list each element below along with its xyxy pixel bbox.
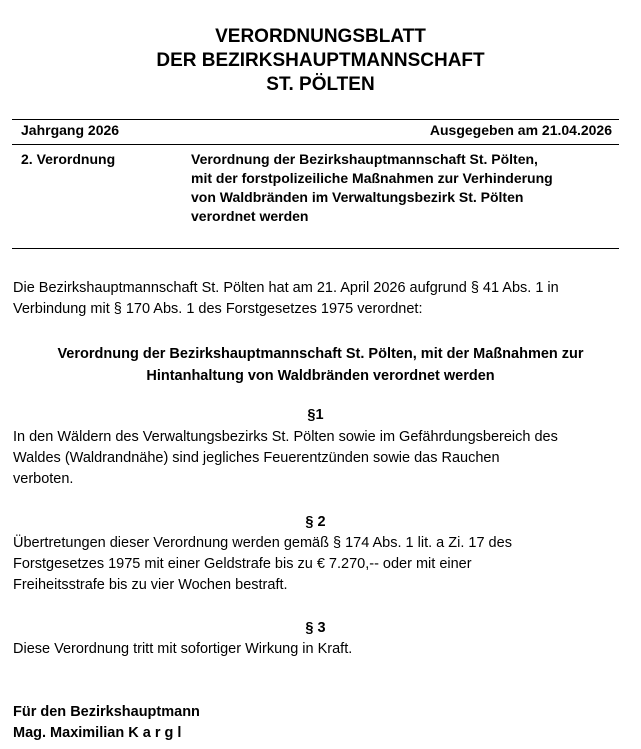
intro-line: Verbindung mit § 170 Abs. 1 des Forstgesetzes 1975 verordnet: [13, 301, 423, 317]
section-2-text [13, 533, 625, 596]
intro-line: Die Bezirkshauptmannschaft St. Pölten hat am 21. April 2026 aufgrund § 41 Abs. 1 in [13, 280, 559, 296]
jahrgang-label: Jahrgang 2026 [21, 122, 120, 138]
ordinance-title [191, 150, 611, 226]
divider-bottom [12, 248, 619, 249]
main-heading-line: Hintanhaltung von Waldbränden verordnet werden [146, 368, 495, 384]
masthead-line-1: VERORDNUNGSBLATT [215, 26, 426, 47]
issue-date-label: Ausgegeben am 21.04.2026 [429, 122, 612, 138]
signature-line-2: Mag. Maximilian K a r g l [13, 725, 182, 741]
section-3-text [13, 639, 625, 660]
ordinance-title-line: von Waldbränden im Verwaltungsbezirk St. Pölten [191, 189, 524, 205]
section-1-line: Waldes (Waldrandnähe) sind jegliches Feuerentzünden sowie das Rauchen [13, 450, 500, 466]
ordinance-title-line: mit der forstpolizeiliche Maßnahmen zur Verhinderung [191, 170, 553, 186]
section-3-line: Diese Verordnung tritt mit sofortiger Wirkung in Kraft. [13, 641, 353, 657]
main-heading [0, 343, 641, 387]
ordinance-number: 2. Verordnung [21, 151, 116, 167]
intro-paragraph [13, 278, 625, 320]
signature-line-1: Für den Bezirkshauptmann [13, 704, 200, 720]
signature-block [13, 702, 200, 744]
section-1-heading: §1 [307, 407, 324, 423]
section-2-line: Freiheitsstrafe bis zu vier Wochen bestraft. [13, 577, 288, 593]
section-3-heading: § 3 [305, 620, 326, 636]
masthead [0, 25, 641, 97]
ordinance-title-line: Verordnung der Bezirkshauptmannschaft St. Pölten, [191, 151, 538, 167]
masthead-line-3: ST. PÖLTEN [266, 74, 375, 95]
section-1-text [13, 427, 625, 490]
ordinance-title-line: verordnet werden [191, 208, 309, 224]
divider-middle [12, 144, 619, 145]
section-2-line: Forstgesetzes 1975 mit einer Geldstrafe bis zu € 7.270,-- oder mit einer [13, 556, 472, 572]
section-1-line: verboten. [13, 471, 74, 487]
section-1-line: In den Wäldern des Verwaltungsbezirks St. Pölten sowie im Gefährdungsbereich des [13, 429, 558, 445]
masthead-line-2: DER BEZIRKSHAUPTMANNSCHAFT [156, 50, 485, 71]
section-2-heading: § 2 [305, 514, 326, 530]
main-heading-line: Verordnung der Bezirkshauptmannschaft St. Pölten, mit der Maßnahmen zur [57, 346, 584, 362]
section-2-line: Übertretungen dieser Verordnung werden gemäß § 174 Abs. 1 lit. a Zi. 17 des [13, 535, 512, 551]
divider-top [12, 119, 619, 120]
